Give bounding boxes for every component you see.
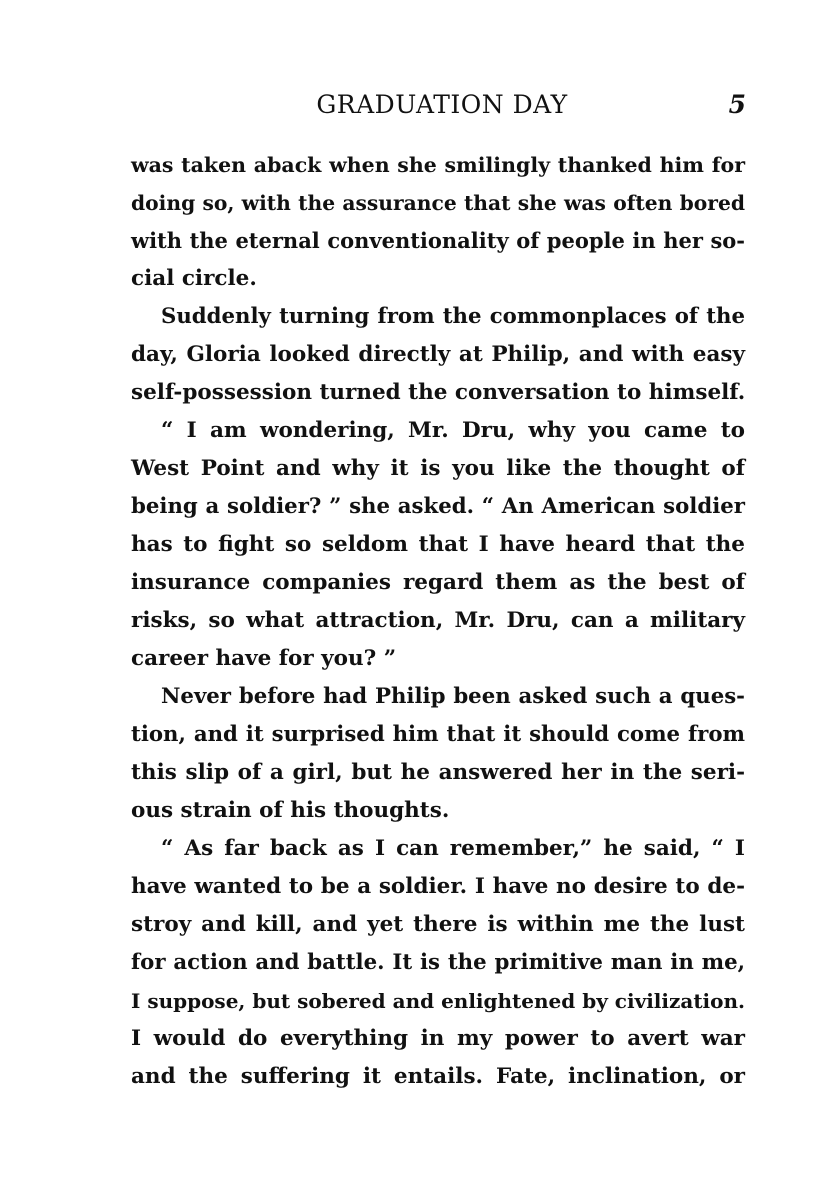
text-line: risks, so what attraction, Mr. Dru, can a military: [131, 608, 745, 633]
text-line: Suddenly turning from the commonplaces of the: [161, 304, 745, 329]
chapter-title: GRADUATION DAY: [316, 90, 568, 119]
body-text: [131, 146, 745, 1096]
text-line: this slip of a girl, but he answered her in the seri-: [131, 760, 745, 785]
text-line: stroy and kill, and yet there is within me the lust: [131, 912, 745, 937]
text-line: cial circle.: [131, 266, 257, 291]
text-line: “ As far back as I can remember,” he said, “ I: [161, 836, 745, 861]
page-number: 5: [728, 90, 746, 119]
text-line: day, Gloria looked directly at Philip, and with easy: [131, 342, 745, 367]
text-line: has to fight so seldom that I have heard that the: [131, 532, 745, 557]
text-line: for action and battle. It is the primitive man in me,: [131, 950, 745, 975]
text-line: with the eternal conventionality of people in her so-: [131, 228, 745, 253]
text-line: doing so, with the assurance that she was often bored: [131, 191, 745, 215]
running-head: [0, 90, 840, 126]
text-line: Never before had Philip been asked such a ques-: [161, 684, 745, 709]
text-line: self-possession turned the conversation to himself.: [131, 380, 746, 405]
text-line: I suppose, but sobered and enlightened by civilization.: [131, 989, 745, 1013]
text-line: career have for you? ”: [131, 646, 397, 671]
text-line: insurance companies regard them as the best of: [131, 570, 745, 595]
text-line: being a soldier? ” she asked. “ An American soldier: [131, 494, 745, 519]
text-line: I would do everything in my power to avert war: [131, 1026, 745, 1051]
text-line: and the suffering it entails. Fate, inclination, or: [131, 1064, 745, 1089]
text-line: was taken aback when she smilingly thanked him for: [131, 153, 745, 177]
text-line: “ I am wondering, Mr. Dru, why you came to: [161, 418, 745, 443]
text-line: tion, and it surprised him that it should come from: [131, 722, 745, 747]
text-line: West Point and why it is you like the thought of: [131, 456, 745, 481]
text-line: have wanted to be a soldier. I have no desire to de-: [131, 874, 745, 899]
text-line: ous strain of his thoughts.: [131, 798, 450, 823]
